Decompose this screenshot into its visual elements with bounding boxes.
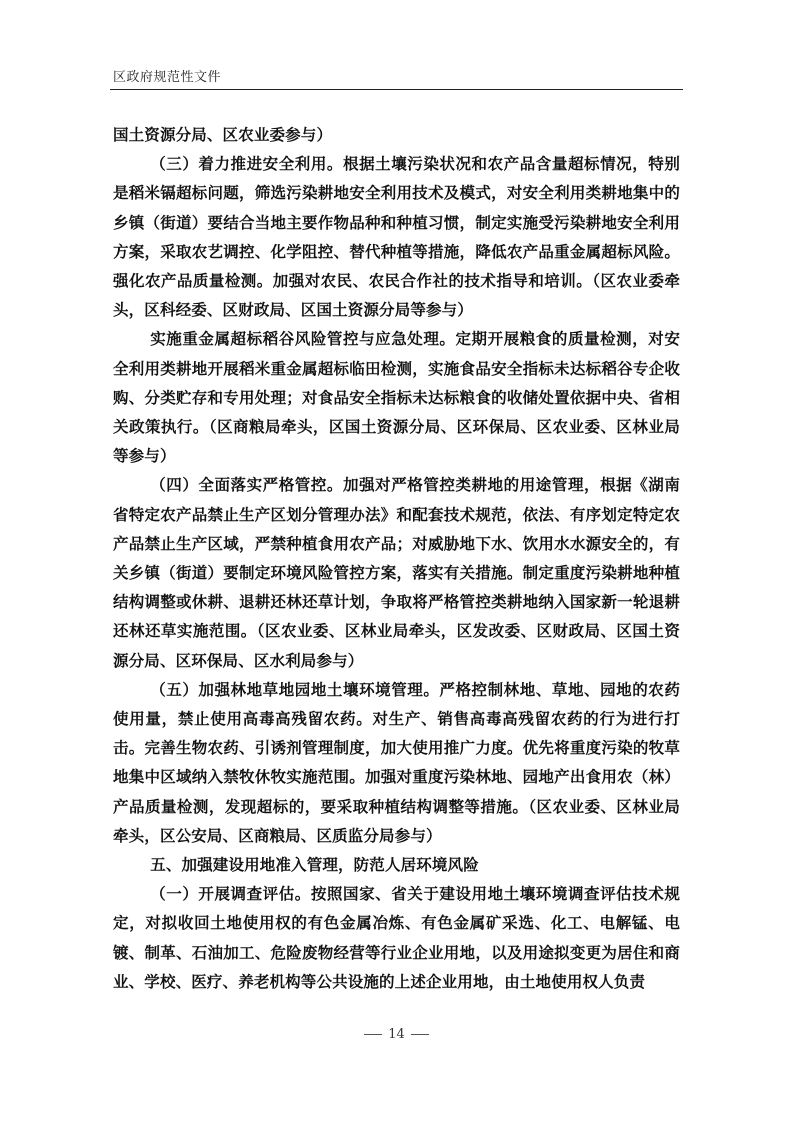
- document-body: [113, 120, 680, 996]
- section-heading-5: 五、加强建设用地准入管理，防范人居环境风险: [150, 855, 479, 875]
- paragraph-section-3: （三）着力推进安全利用。根据土壤污染状况和农产品含量超标情况，特别是稻米镉超标问题，筛选污染耕地安全利用技术及模式，对安全利用类耕地集中的乡镇（街道）要结合当地主要作物品种和种植习惯，制定实施受污染耕地安全利用方案，采取农艺调控、化学阻控、替代种植等措施，降低农产品重金属超标风险。强化农产品质量检测。加强对农民、农民合作社的技术指导和培训。（区农业委牵头，区科经委、区财政局、区国土资源分局等参与）: [113, 154, 680, 320]
- footer-dash-left: [364, 1034, 382, 1035]
- paragraph-section-4: （四）全面落实严格管控。加强对严格管控类耕地的用途管理，根据《湖南省特定农产品禁止生产区划分管理办法》和配套技术规范，依法、有序划定特定农产品禁止生产区域，严禁种植食用农产品；对威胁地下水、饮用水水源安全的，有关乡镇（街道）要制定环境风险管控方案，落实有关措施。制定重度污染耕地种植结构调整或休耕、退耕还林还草计划，争取将严格管控类耕地纳入国家新一轮退耕还林还草实施范围。（区农业委、区林业局牵头，区发改委、区财政局、区国土资源分局、区环保局、区水利局参与）: [113, 475, 680, 670]
- page-number: 14: [388, 1027, 405, 1042]
- page-footer: [0, 1027, 793, 1042]
- paragraph-continuation: 国土资源分局、区农业委参与）: [113, 125, 333, 144]
- footer-dash-right: [411, 1034, 429, 1035]
- paragraph-section-5: （五）加强林地草地园地土壤环境管理。严格控制林地、草地、园地的农药使用量，禁止使用高毒高残留农药。对生产、销售高毒高残留农药的行为进行打击。完善生物农药、引诱剂管理制度，加大使用推广力度。优先将重度污染的牧草地集中区域纳入禁牧休牧实施范围。加强对重度污染林地、园地产出食用农（林）产品质量检测，发现超标的，要采取种植结构调整等措施。（区农业委、区林业局牵头，区公安局、区商粮局、区质监分局参与）: [113, 679, 680, 845]
- paragraph-investigation: （一）开展调查评估。按照国家、省关于建设用地土壤环境调查评估技术规定，对拟收回土地使用权的有色金属冶炼、有色金属矿采选、化工、电解锰、电镀、制革、石油加工、危险废物经营等行业企业用地，以及用途拟变更为居住和商业、学校、医疗、养老机构等公共设施的上述企业用地，由土地使用权人负责: [113, 884, 680, 991]
- header-divider: [110, 89, 683, 90]
- running-header: 区政府规范性文件: [113, 70, 222, 85]
- paragraph-grain-risk: 实施重金属超标稻谷风险管控与应急处理。定期开展粮食的质量检测，对安全利用类耕地开展稻米重金属超标临田检测，实施食品安全指标未达标稻谷专企收购、分类贮存和专用处理；对食品安全指标未达标粮食的收储处置依据中央、省相关政策执行。（区商粮局牵头，区国土资源分局、区环保局、区农业委、区林业局等参与）: [113, 329, 680, 466]
